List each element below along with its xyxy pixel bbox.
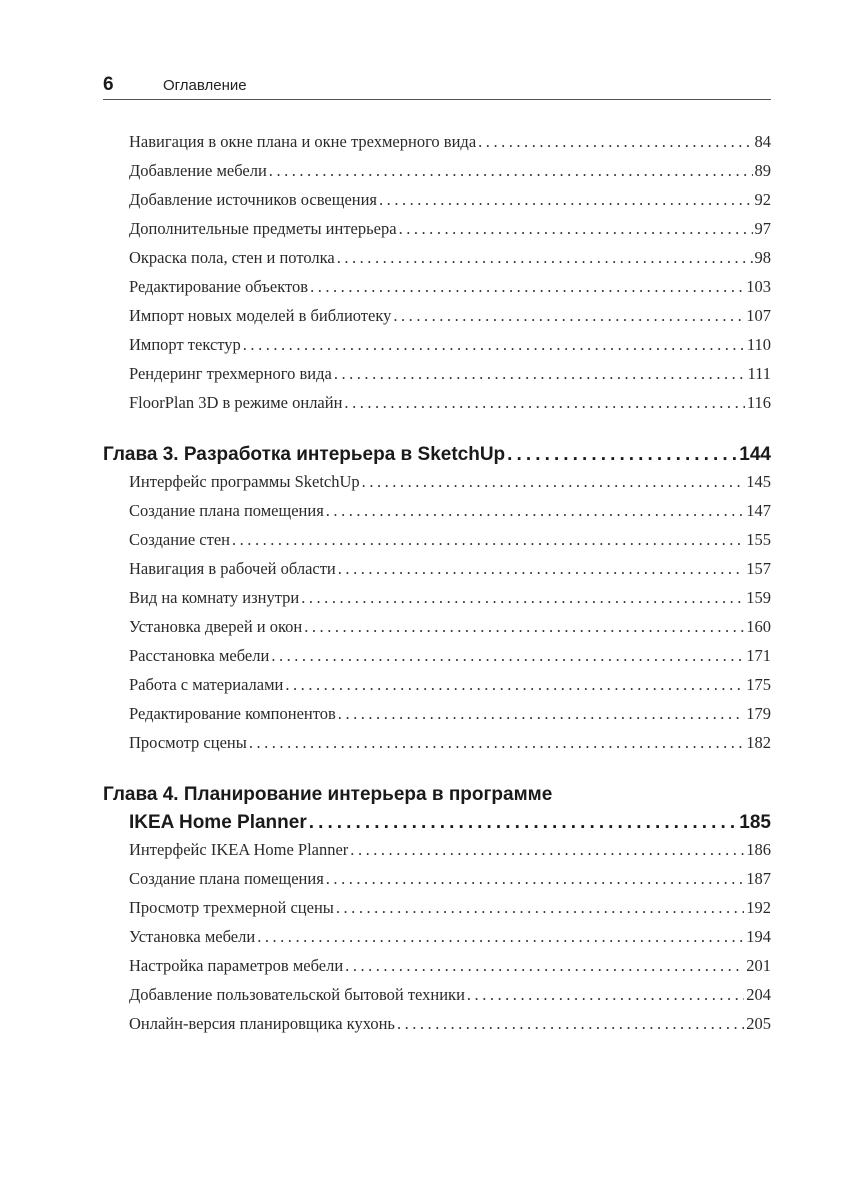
leader-dots	[301, 588, 744, 608]
toc-entry-page: 187	[746, 869, 771, 888]
toc-entry-title: Редактирование объектов	[129, 277, 309, 296]
running-header	[103, 74, 771, 100]
spacer	[103, 762, 771, 784]
chapter-title: Глава 3. Разработка интерьера в SketchUp	[103, 444, 506, 465]
toc-entry-title: Просмотр трехмерной сцены	[129, 898, 334, 917]
toc-entry-page: 116	[746, 393, 771, 412]
toc-entry-page: 155	[746, 530, 771, 549]
toc-entry[interactable]	[103, 190, 771, 219]
toc-entry-page: 175	[746, 675, 771, 694]
toc-entry-page: 201	[746, 956, 771, 975]
toc-entry-title: Установка мебели	[129, 927, 256, 946]
toc-entry-page: 192	[746, 898, 771, 917]
leader-dots	[336, 898, 744, 918]
toc-entry[interactable]	[103, 364, 771, 393]
leader-dots	[269, 161, 753, 181]
leader-dots	[326, 869, 744, 889]
toc-entry-title: Редактирование компонентов	[129, 704, 336, 723]
toc-entry-title: Добавление пользовательской бытовой техники	[129, 985, 465, 1004]
leader-dots	[334, 364, 746, 384]
toc-entry-title: Импорт текстур	[129, 335, 241, 354]
toc-entry-title: Добавление источников освещения	[129, 190, 378, 209]
toc-entry[interactable]	[103, 306, 771, 335]
toc-entry-title: Работа с материалами	[129, 675, 284, 694]
toc-entry-page: 171	[746, 646, 771, 665]
toc-entry[interactable]	[103, 646, 771, 675]
leader-dots	[397, 1014, 744, 1034]
toc-entry-page: 157	[746, 559, 771, 578]
chapter-page: 144	[739, 444, 771, 465]
toc-entry[interactable]	[103, 559, 771, 588]
toc-entry[interactable]	[103, 898, 771, 927]
toc-entry-page: 160	[746, 617, 771, 636]
toc-entry-title: Навигация в окне плана и окне трехмерного вида	[129, 132, 477, 151]
toc-entry[interactable]	[103, 277, 771, 306]
toc-entry-title: Создание плана помещения	[129, 501, 324, 520]
toc-entry-title: Рендеринг трехмерного вида	[129, 364, 332, 383]
toc-entry-title: Вид на комнату изнутри	[129, 588, 300, 607]
toc-entry[interactable]	[103, 393, 771, 422]
leader-dots	[507, 444, 737, 466]
leader-dots	[478, 132, 752, 152]
toc-entry[interactable]	[103, 956, 771, 985]
toc-entry[interactable]	[103, 617, 771, 646]
toc-entry-title: Настройка параметров мебели	[129, 956, 344, 975]
leader-dots	[362, 472, 745, 492]
header-title: Оглавление	[163, 77, 247, 94]
leader-dots	[326, 501, 744, 521]
leader-dots	[271, 646, 744, 666]
toc-entry-page: 204	[746, 985, 771, 1004]
toc-entry-page: 89	[754, 161, 771, 180]
toc-entry-page: 107	[746, 306, 771, 325]
toc-entry-title: Интерфейс IKEA Home Planner	[129, 840, 349, 859]
toc-entry[interactable]	[103, 1014, 771, 1043]
toc-entry[interactable]	[103, 472, 771, 501]
leader-dots	[337, 248, 753, 268]
toc-entry-title: Просмотр сцены	[129, 733, 247, 752]
chapter-title-line1: Глава 4. Планирование интерьера в программе	[103, 784, 553, 805]
leader-dots	[338, 704, 744, 724]
leader-dots	[249, 733, 744, 753]
toc-entry-page: 97	[754, 219, 771, 238]
toc-entry-page: 147	[746, 501, 771, 520]
leader-dots	[345, 956, 744, 976]
leader-dots	[257, 927, 744, 947]
page-number: 6	[103, 74, 114, 95]
chapter-page: 185	[739, 812, 771, 833]
leader-dots	[344, 393, 744, 413]
toc-entry[interactable]	[103, 733, 771, 762]
toc-entry-title: Дополнительные предметы интерьера	[129, 219, 397, 238]
toc-entry-title: Создание плана помещения	[129, 869, 324, 888]
leader-dots	[285, 675, 744, 695]
leader-dots	[243, 335, 745, 355]
toc-entry[interactable]	[103, 161, 771, 190]
toc-entry-title: Импорт новых моделей в библиотеку	[129, 306, 392, 325]
toc-entry[interactable]	[103, 869, 771, 898]
toc-entry[interactable]	[103, 530, 771, 559]
toc-entry[interactable]	[103, 675, 771, 704]
toc-entry-title: Расстановка мебели	[129, 646, 270, 665]
toc-entry[interactable]	[103, 132, 771, 161]
toc-entry-page: 182	[746, 733, 771, 752]
toc-entry-title: Окраска пола, стен и потолка	[129, 248, 335, 267]
toc-entry-title: Интерфейс программы SketchUp	[129, 472, 360, 491]
toc-entry-page: 103	[746, 277, 771, 296]
toc-entry[interactable]	[103, 985, 771, 1014]
toc-entry[interactable]	[103, 248, 771, 277]
toc-entry-page: 98	[754, 248, 771, 267]
toc-entry-page: 159	[746, 588, 771, 607]
spacer	[103, 422, 771, 444]
toc-entry-page: 186	[746, 840, 771, 859]
chapter-4-heading[interactable]	[103, 784, 771, 840]
leader-dots	[304, 617, 744, 637]
toc-entry[interactable]	[103, 219, 771, 248]
leader-dots	[309, 812, 738, 834]
toc-entry[interactable]	[103, 927, 771, 956]
chapter-3-heading[interactable]	[103, 444, 771, 472]
toc-entry-page: 92	[754, 190, 771, 209]
toc-entry-page: 205	[746, 1014, 771, 1033]
leader-dots	[393, 306, 744, 326]
toc-entry-title: Навигация в рабочей области	[129, 559, 336, 578]
toc-entry-page: 111	[747, 364, 771, 383]
toc-entry-page: 194	[746, 927, 771, 946]
toc-entry-title: Установка дверей и окон	[129, 617, 303, 636]
toc-entry[interactable]	[103, 335, 771, 364]
toc-entry-page: 84	[754, 132, 771, 151]
table-of-contents	[103, 132, 771, 1043]
toc-entry-title: Добавление мебели	[129, 161, 267, 180]
toc-entry-page: 145	[746, 472, 771, 491]
leader-dots	[232, 530, 744, 550]
leader-dots	[467, 985, 744, 1005]
leader-dots	[338, 559, 744, 579]
leader-dots	[379, 190, 752, 210]
toc-entry-title: Создание стен	[129, 530, 230, 549]
toc-entry[interactable]	[103, 588, 771, 617]
leader-dots	[399, 219, 753, 239]
leader-dots	[310, 277, 744, 297]
toc-entry[interactable]	[103, 501, 771, 530]
toc-entry-page: 110	[746, 335, 771, 354]
toc-entry-page: 179	[746, 704, 771, 723]
toc-entry[interactable]	[103, 704, 771, 733]
toc-entry-title: Онлайн-версия планировщика кухонь	[129, 1014, 395, 1033]
toc-entry[interactable]	[103, 840, 771, 869]
leader-dots	[350, 840, 744, 860]
chapter-title-line2: IKEA Home Planner	[129, 812, 307, 833]
toc-entry-title: FloorPlan 3D в режиме онлайн	[129, 393, 343, 412]
